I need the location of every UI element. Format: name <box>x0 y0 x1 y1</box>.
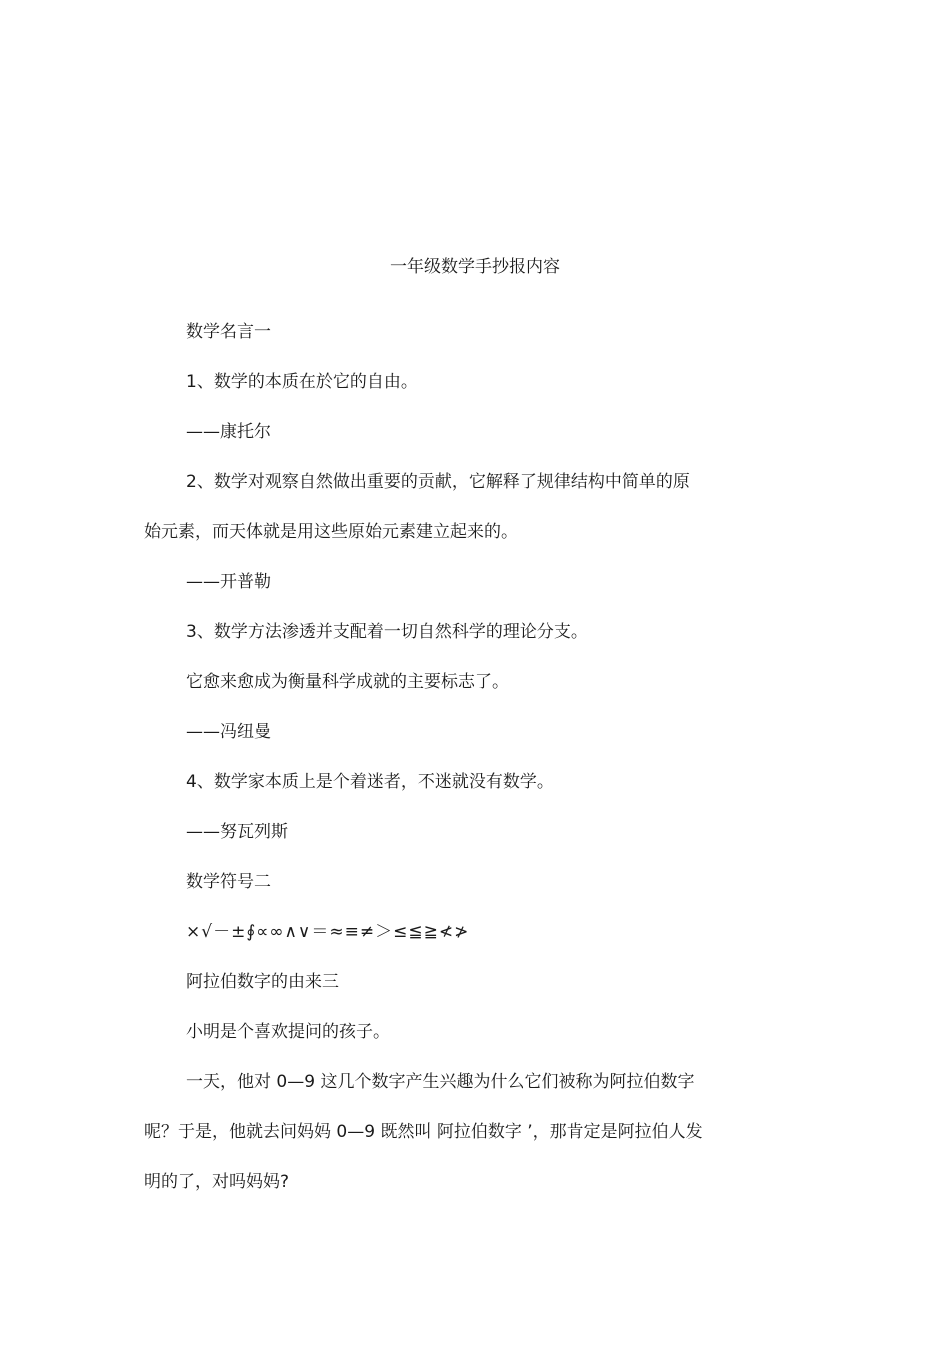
page-title: 一年级数学手抄报内容 <box>390 257 560 277</box>
quote-1: 1、数学的本质在於它的自由。 <box>186 372 418 392</box>
story-line-3: 呢？于是，他就去问妈妈 0—9 既然叫 阿拉伯数字 ’，那肯定是阿拉伯人发 <box>144 1122 703 1142</box>
section-heading-quotes: 数学名言一 <box>186 322 271 342</box>
quote-4-author: ——努瓦列斯 <box>186 822 288 842</box>
quote-4: 4、数学家本质上是个着迷者，不迷就没有数学。 <box>186 772 554 792</box>
story-line-2: 一天，他对 0—9 这几个数字产生兴趣为什么它们被称为阿拉伯数字 <box>186 1072 695 1092</box>
quote-3-author: ——冯纽曼 <box>186 722 271 742</box>
quote-2-line-1: 2、数学对观察自然做出重要的贡献，它解释了规律结构中简单的原 <box>186 472 690 492</box>
quote-1-author: ——康托尔 <box>186 422 271 442</box>
quote-3-line-2: 它愈来愈成为衡量科学成就的主要标志了。 <box>186 672 509 692</box>
quote-3-line-1: 3、数学方法渗透并支配着一切自然科学的理论分支。 <box>186 622 588 642</box>
section-heading-symbols: 数学符号二 <box>186 872 271 892</box>
story-line-4: 明的了，对吗妈妈? <box>144 1172 290 1192</box>
story-line-1: 小明是个喜欢提问的孩子。 <box>186 1022 390 1042</box>
math-symbols: ×√－±∮∝∞∧∨＝≈≡≠＞≤≦≧≮≯ <box>186 922 470 942</box>
quote-2-line-2: 始元素，而天体就是用这些原始元素建立起来的。 <box>144 522 518 542</box>
quote-2-author: ——开普勒 <box>186 572 271 592</box>
section-heading-arabic-numerals: 阿拉伯数字的由来三 <box>186 972 339 992</box>
